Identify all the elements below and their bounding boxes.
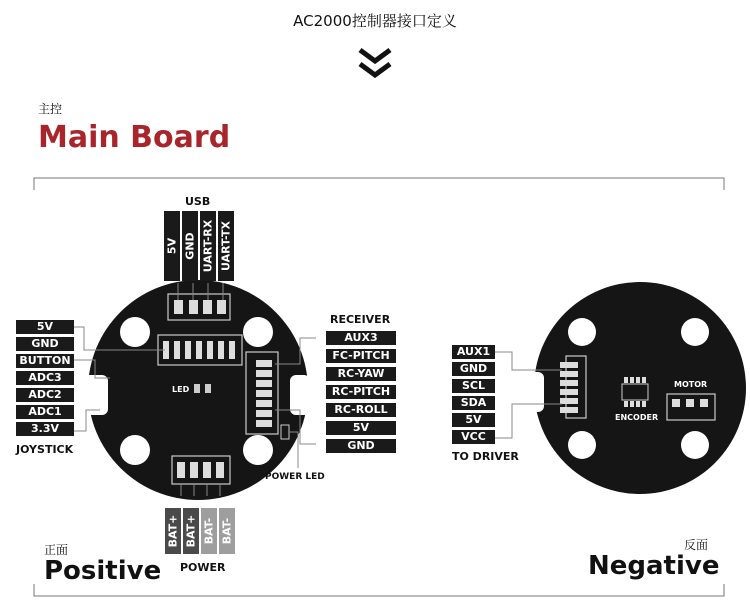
joystick-pin-adc2: ADC2 [16, 388, 74, 402]
usb-pin-uart-rx: UART-RX [200, 211, 216, 281]
driver-pin-aux1: AUX1 [452, 345, 495, 359]
power-pin-bat-minus-2: BAT- [219, 508, 235, 554]
receiver-pin-aux3: AUX3 [326, 331, 396, 345]
receiver-pin-gnd: GND [326, 439, 396, 453]
driver-label: TO DRIVER [452, 450, 519, 463]
receiver-label: RECEIVER [330, 313, 391, 326]
usb-pin-gnd: GND [182, 211, 198, 281]
power-led-label: POWER LED [265, 472, 325, 482]
driver-pin-5v: 5V [452, 413, 495, 427]
front-title: Positive [44, 556, 162, 586]
motor-label: MOTOR [674, 380, 708, 389]
section-subtitle: 主控 [38, 102, 63, 116]
receiver-pin-5v: 5V [326, 421, 396, 435]
page-title: AC2000控制器接口定义 [293, 12, 457, 30]
power-pin-bat-plus-1: BAT+ [165, 508, 181, 554]
power-label: POWER [180, 561, 226, 574]
back-subtitle: 反面 [684, 538, 709, 552]
joystick-pin-3v3: 3.3V [16, 422, 74, 436]
receiver-pin-rc-yaw: RC-YAW [326, 367, 396, 381]
receiver-pin-fc-pitch: FC-PITCH [326, 349, 396, 363]
receiver-pin-rc-pitch: RC-PITCH [326, 385, 396, 399]
joystick-label: JOYSTICK [16, 443, 74, 456]
driver-pin-sda: SDA [452, 396, 495, 410]
section-title: Main Board [38, 120, 231, 155]
driver-pin-vcc: VCC [452, 430, 495, 444]
encoder-label: ENCODER [615, 413, 659, 422]
power-pin-bat-plus-2: BAT+ [183, 508, 199, 554]
joystick-pin-adc3: ADC3 [16, 371, 74, 385]
joystick-pin-button: BUTTON [16, 354, 74, 368]
usb-label: USB [185, 195, 211, 208]
joystick-pin-adc1: ADC1 [16, 405, 74, 419]
led-label: LED [172, 385, 190, 394]
joystick-pin-gnd: GND [16, 337, 74, 351]
driver-pin-scl: SCL [452, 379, 495, 393]
power-pin-bat-minus-1: BAT- [201, 508, 217, 554]
usb-pin-uart-tx: UART-TX [218, 211, 234, 281]
back-title: Negative [588, 551, 720, 581]
front-subtitle: 正面 [44, 543, 69, 557]
receiver-pin-rc-roll: RC-ROLL [326, 403, 396, 417]
usb-pin-5v: 5V [164, 211, 180, 281]
driver-pin-gnd: GND [452, 362, 495, 376]
joystick-pin-5v: 5V [16, 320, 74, 334]
